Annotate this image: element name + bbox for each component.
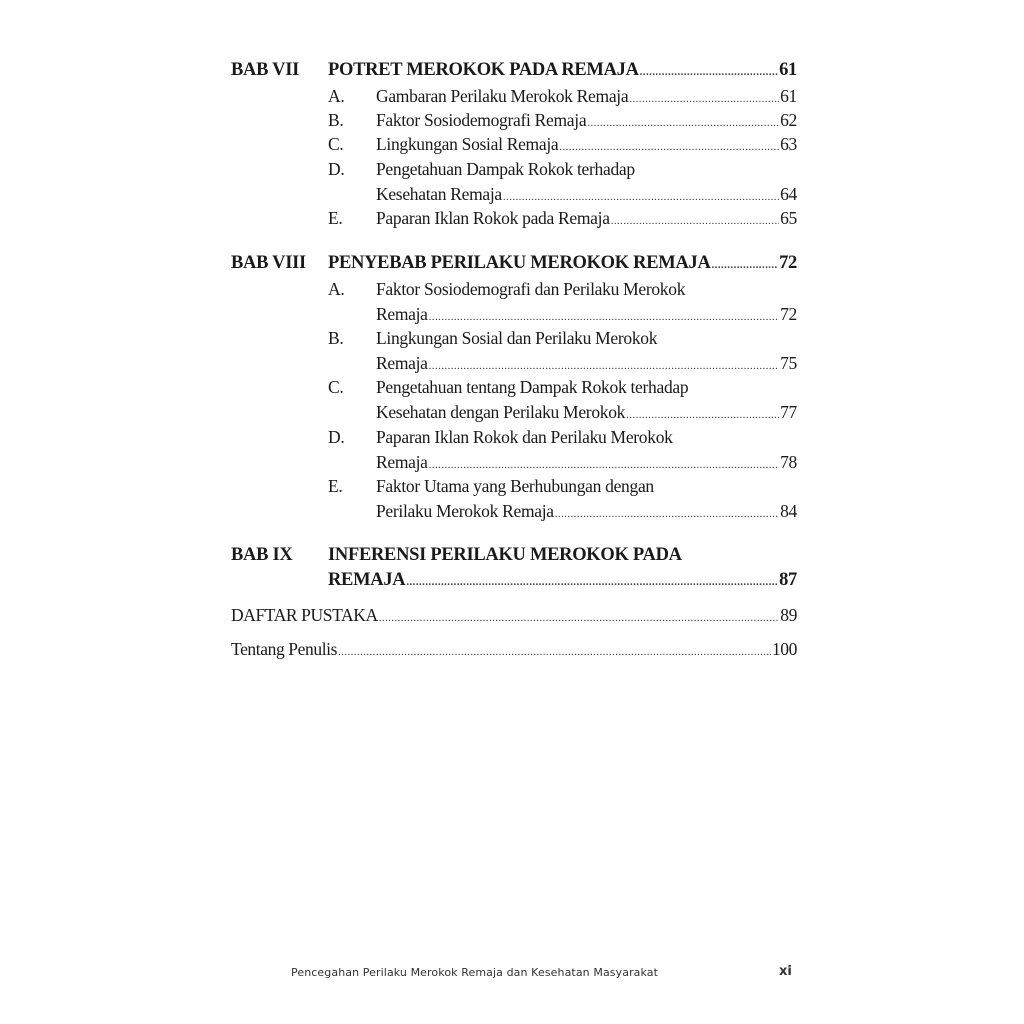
chapter-title: PENYEBAB PERILAKU MEROKOK REMAJA [328,253,711,273]
dot-leader [640,60,778,85]
entry-letter: E. [328,208,343,228]
toc-daftar-pustaka [231,603,797,631]
chapter-page: 72 [779,253,797,273]
chapter-title: INFERENSI PERILAKU MEROKOK PADA [328,545,682,565]
chapter-page: 61 [779,60,797,80]
chapter-label: BAB VII [231,60,299,80]
chapter-title-line [328,58,797,85]
entry-text-continued: Remaja [376,451,428,472]
chapter-page: 87 [779,570,797,590]
entry-text-continued: Remaja [376,352,428,373]
entry-text-continued: Kesehatan Remaja [376,183,502,204]
entry-text-continued: Kesehatan dengan Perilaku Merokok [376,401,626,422]
entry-text: Lingkungan Sosial dan Perilaku Merokok [376,328,658,348]
entry-page: 77 [780,401,797,422]
entry-page: 72 [780,303,797,324]
dot-leader [555,502,779,527]
entry-text: Paparan Iklan Rokok pada Remaja [376,208,610,228]
entry-text: Pengetahuan Dampak Rokok terhadap [376,159,635,179]
entry-letter: A. [328,279,345,299]
entry-letter: B. [328,110,344,130]
tentang-penulis-title: Tentang Penulis [231,639,338,659]
entry-page: 84 [780,500,797,521]
entry-letter: C. [328,377,344,397]
dot-leader [406,570,778,595]
entry-page: 62 [780,110,797,130]
entry-page: 75 [780,352,797,373]
chapter-title-continued: REMAJA [328,570,406,590]
entry-page: 78 [780,451,797,472]
entry-text: Lingkungan Sosial Remaja [376,134,559,154]
daftar-pustaka-title: DAFTAR PUSTAKA [231,605,378,625]
dot-leader [712,253,779,278]
footer-page-number: xi [779,964,792,979]
entry-letter: D. [328,427,345,447]
entry-page: 65 [780,208,797,228]
toc-tentang-penulis [231,637,797,665]
entry-text: Faktor Sosiodemografi dan Perilaku Merokok [376,279,686,299]
dot-leader [559,135,779,160]
entry-letter: C. [328,134,344,154]
entry-page: 64 [780,183,797,204]
entry-page: 63 [780,134,797,154]
entry-text: Faktor Utama yang Berhubungan dengan [376,476,654,496]
dot-leader [379,606,780,631]
footer-book-title: Pencegahan Perilaku Merokok Remaja dan Kesehatan Masyarakat [291,966,659,979]
entry-text: Faktor Sosiodemografi Remaja [376,110,587,130]
tentang-penulis-page: 100 [771,639,797,659]
entry-letter: E. [328,476,343,496]
entry-text: Paparan Iklan Rokok dan Perilaku Merokok [376,427,673,447]
chapter-label: BAB VIII [231,253,306,273]
dot-leader [338,640,771,665]
entry-text-continued: Remaja [376,303,428,324]
entry-letter: B. [328,328,344,348]
entry-text: Pengetahuan tentang Dampak Rokok terhadap [376,377,689,397]
chapter-title-block [328,543,797,595]
daftar-pustaka-page: 89 [780,605,797,625]
dot-leader [626,403,779,428]
chapter-title: POTRET MEROKOK PADA REMAJA [328,60,639,80]
entry-letter: A. [328,86,345,106]
dot-leader [611,209,779,234]
entry-letter: D. [328,159,345,179]
chapter-label: BAB IX [231,545,293,565]
entry-text-continued: Perilaku Merokok Remaja [376,500,554,521]
entry-text: Gambaran Perilaku Merokok Remaja [376,86,629,106]
chapter-title-line [328,251,797,278]
entry-page: 61 [780,86,797,106]
